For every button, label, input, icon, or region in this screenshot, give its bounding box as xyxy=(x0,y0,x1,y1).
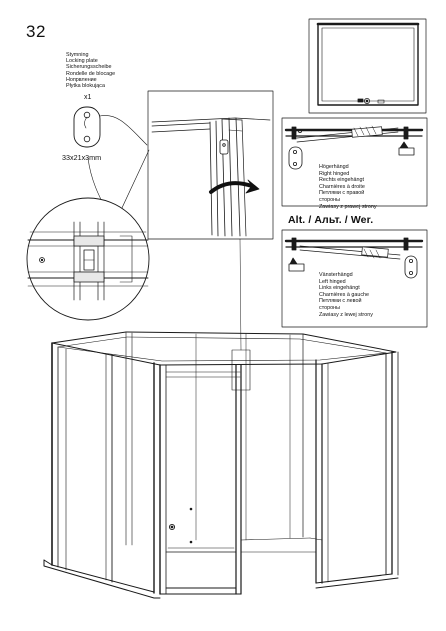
step-number: 32 xyxy=(26,22,46,41)
shower-cabin-drawing xyxy=(44,332,398,598)
leader-line-to-detail xyxy=(100,115,147,145)
right-label-de: Rechts eingehängt xyxy=(319,177,364,184)
plate-quantity: x1 xyxy=(84,94,92,101)
right-label-ru-2: стороны xyxy=(319,196,340,203)
plate-label-de: Sicherungsscheibe xyxy=(66,64,112,71)
left-label-pl: Zawiasy z lewej strony xyxy=(319,311,373,318)
right-label-en: Right hinged xyxy=(319,170,350,177)
door-corner-detail xyxy=(148,91,273,239)
right-label-pl: Zawiasy z prawej strony xyxy=(319,203,377,210)
right-label-fr: Charnières à droite xyxy=(319,183,365,190)
door-overview-diagram xyxy=(309,19,426,113)
left-label-de: Links eingehängt xyxy=(319,285,360,292)
plate-label-sv: Stymning xyxy=(66,52,89,58)
left-label-sv: Vänsterhängd xyxy=(319,272,353,278)
magnified-circle-detail xyxy=(27,198,149,320)
alternative-title: Alt. / Альт. / Wer. xyxy=(288,214,374,226)
left-label-ru-1: Петлями с левой xyxy=(319,298,362,305)
plate-label-en: Locking plate xyxy=(66,58,98,65)
left-hinged-diagram xyxy=(282,230,427,327)
plate-label-pl: Płytka blokująca xyxy=(66,83,105,90)
right-label-ru-1: Петлями с правой xyxy=(319,190,365,197)
plate-label-fr: Rondelle de blocage xyxy=(66,70,116,77)
left-label-en: Left hinged xyxy=(319,278,346,285)
left-label-ru-2: стороны xyxy=(319,304,340,311)
left-label-fr: Charnières à gauche xyxy=(319,291,370,298)
plate-dimensions: 33x21x3mm xyxy=(62,153,102,162)
right-label-sv: Högerhängd xyxy=(319,164,349,170)
right-hinged-diagram xyxy=(282,118,427,206)
plate-label-ru: Нопрвление xyxy=(66,76,97,83)
locking-plate-icon xyxy=(74,107,100,147)
